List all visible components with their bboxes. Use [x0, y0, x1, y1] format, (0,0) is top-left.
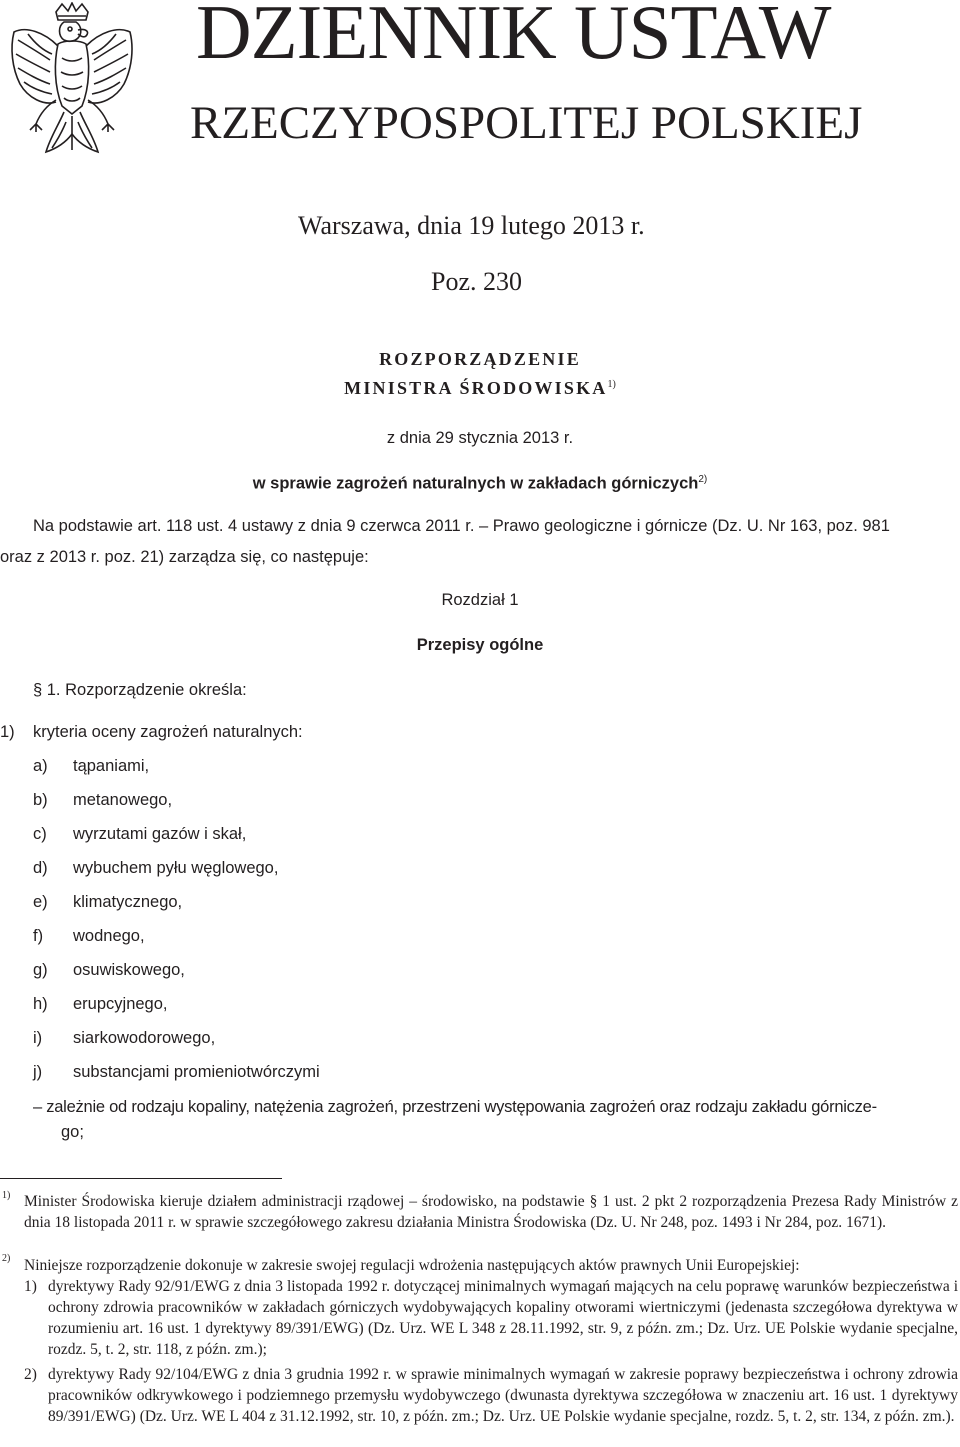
- section-1-intro: § 1. Rozporządzenie określa:: [33, 681, 247, 699]
- footnote-mark: 2): [2, 1253, 11, 1264]
- point-label: 1): [0, 723, 15, 741]
- place-date: Warszawa, dnia 19 lutego 2013 r.: [298, 211, 645, 240]
- footnote-ref[interactable]: 1): [607, 379, 616, 390]
- act-type: ROZPORZĄDZENIE: [379, 349, 581, 369]
- chapter-number: Rozdział 1: [441, 591, 519, 609]
- footnote-2: Niniejsze rozporządzenie dokonuje w zakresie swojej regulacji wdrożenia następujących aktów prawnych Unii Europejskiej:: [24, 1257, 800, 1274]
- footnote-2-item-1: dyrektywy Rady 92/91/EWG z dnia 3 listopada 1992 r. dotyczącej minimalnych wymagań mających na celu poprawę warunków bezpieczeństwa i ochrony zdrowia pracowników w zakładach górniczych wydobywających kopaliny otworami wiertniczymi (jedenasta szczegółowa dyrektywa w rozumieniu art. 16 ust. 1 dyrektywy 89/391/EWG) (Dz. Urz. WE L 348 z 28.11.1992, str. 9, z późn. zm.; Dz. Urz. UE Polskie wydanie specjalne, rozdz. 5, t. 2, str. 118, z późn. zm.);: [48, 1278, 958, 1358]
- gazette-subtitle: RZECZYPOSPOLITEJ POLSKIEJ: [190, 97, 863, 149]
- footnote-divider: [0, 1178, 282, 1179]
- act-subject: w sprawie zagrożeń naturalnych w zakładach górniczych$^{2)}$: [252, 474, 708, 493]
- footnote-1: Minister Środowiska kieruje działem administracji rządowej – środowisko, na podstawie § 1 ust. 2 pkt 2 rozporządzenia Prezesa Rady Ministrów z dnia 18 listopada 2011 r. w sprawie szczegółowego zakresu działania Ministra Środowiska (Dz. U. Nr 248, poz. 1493 i Nr 284, poz. 1671).: [24, 1193, 958, 1231]
- preamble-line-2: oraz z 2013 r. poz. 21) zarządza się, co następuje:: [0, 548, 369, 566]
- preamble-line-1: Na podstawie art. 118 ust. 4 ustawy z dnia 9 czerwca 2011 r. – Prawo geologiczne i górnicze (Dz. U. Nr 163, poz. 981: [33, 517, 890, 535]
- closing-line-1: – zależnie od rodzaju kopaliny, natężenia zagrożeń, przestrzeni występowania zagrożeń oraz rodzaju zakładu górnicze-: [33, 1098, 877, 1116]
- footnote-item-label: 1): [24, 1278, 37, 1295]
- act-issuer: MINISTRA ŚRODOWISKA$^{1)}$: [344, 378, 616, 398]
- point-text: kryteria oceny zagrożeń naturalnych:: [33, 723, 303, 741]
- gazette-title: DZIENNIK USTAW: [196, 0, 831, 75]
- position-number: Poz. 230: [431, 267, 522, 296]
- closing-line-2: go;: [61, 1123, 84, 1141]
- footnote-2-item-2: dyrektywy Rady 92/104/EWG z dnia 3 grudnia 1992 r. w sprawie minimalnych wymagań w zakresie poprawy bezpieczeństwa i ochrony zdrowia pracowników odkrywkowego i podziemnego przemysłu wydobywczego (dwunasta dyrektywa szczegółowa w znaczeniu art. 16 ust. 1 dyrektywy 89/391/EWG) (Dz. Urz. WE L 404 z 31.12.1992, str. 10, z późn. zm.; Dz. Urz. UE Polskie wydanie specjalne, rozdz. 5, t. 2, str. 134, z późn. zm.).: [48, 1366, 958, 1425]
- act-date: z dnia 29 stycznia 2013 r.: [386, 429, 574, 447]
- footnote-item-label: 2): [24, 1366, 37, 1383]
- footnote-ref[interactable]: 2): [698, 474, 708, 485]
- footnote-mark: 1): [2, 1190, 11, 1201]
- chapter-title: Przepisy ogólne: [416, 636, 544, 654]
- eagle-emblem-icon: [6, 2, 138, 160]
